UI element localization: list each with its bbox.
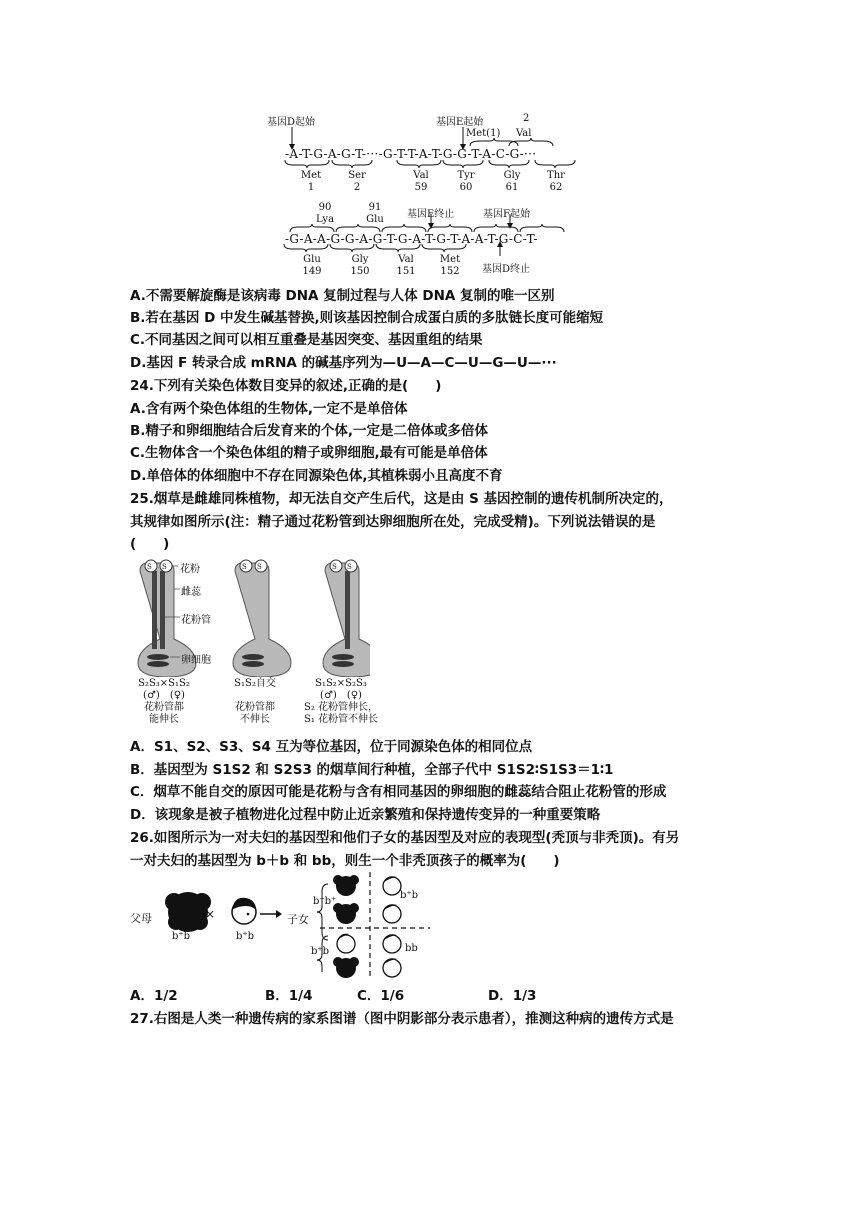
label-children: 子女 <box>287 913 309 926</box>
aa-met-1: Met 1 <box>300 170 322 193</box>
q26-stem-line2: 一对夫妇的基因型为 b＋b 和 bb，则生一个非秃顶孩子的概率为( ) <box>130 853 560 869</box>
label-geneE-start: 基因E起始 <box>436 117 484 128</box>
label-parents: 父母 <box>130 912 152 925</box>
q24-stem: 24.下列有关染色体数目变异的叙述,正确的是( ) <box>130 378 442 394</box>
times-sign: × <box>205 907 216 921</box>
q25-option-a: A．S1、S2、S3、S4 互为等位基因，位于同源染色体的相同位点 <box>130 739 533 755</box>
baldness-heads <box>160 870 460 980</box>
svg-text:S: S <box>162 563 167 571</box>
label-geneD-start: 基因D起始 <box>267 117 316 128</box>
father-genotype: b⁺b <box>172 931 191 942</box>
label-val-top: Val <box>516 128 532 139</box>
svg-text:S: S <box>242 563 247 571</box>
genotype-bpb-right: b⁺b <box>400 890 419 901</box>
label-geneF-start: 基因F起始 <box>483 209 530 220</box>
aa-val-59: Val 59 <box>413 170 429 193</box>
q26-option-b: B．1/4 <box>265 988 313 1004</box>
q23-option-b: B.若在基因 D 中发生碱基替换,则该基因控制合成蛋白质的多肽链长度可能缩短 <box>130 310 604 326</box>
genotype-bpbp: b⁺b⁺ <box>313 896 337 907</box>
q24-option-b: B.精子和卵细胞结合后发育来的个体,一定是二倍体或多倍体 <box>130 423 489 439</box>
aa-ser-2: Ser 2 <box>348 170 366 193</box>
q25-option-b: B．基因型为 S1S2 和 S2S3 的烟草间行种植，全部子代中 S1S2∶S1S3＝1∶1 <box>130 762 614 778</box>
caption-cross-1: S₂S₃×S₁S₂ (♂) (♀) 花粉管都 能伸长 <box>138 678 190 725</box>
label-pollen-tube: 花粉管 <box>181 615 211 626</box>
q26-option-d: D．1/3 <box>488 988 537 1004</box>
genotype-bb: bb <box>405 943 418 954</box>
mother-genotype: b⁺b <box>236 931 255 942</box>
label-num-2: 2 <box>523 113 530 124</box>
aa-glu-149: Glu 149 <box>302 254 322 277</box>
svg-text:S: S <box>332 563 337 571</box>
pistil-drawings <box>130 557 370 677</box>
aa-gly-61: Gly 61 <box>503 170 521 193</box>
svg-text:S: S <box>147 563 152 571</box>
label-pollen: 花粉 <box>180 564 200 575</box>
aa-met-152: Met 152 <box>439 254 461 277</box>
aa-val-151: Val 151 <box>396 254 416 277</box>
q23-option-c: C.不同基因之间可以相互重叠是基因突变、基因重组的结果 <box>130 332 483 348</box>
label-geneE-end: 基因E终止 <box>407 209 455 220</box>
q24-option-c: C.生物体含一个染色体组的精子或卵细胞,最有可能是单倍体 <box>130 445 488 461</box>
q23-option-d: D.基因 F 转录合成 mRNA 的碱基序列为—U—A—C—U—G—U—··· <box>130 355 557 371</box>
row1-sequence: -A-T-G-A-G-T-···-G-T-T-A-T-G-G-T-A-C-G-··· <box>285 147 537 161</box>
label-91-glu: 91 Glu <box>366 202 384 225</box>
q25-stem-line2: 其规律如图所示(注：精子通过花粉管到达卵细胞所在处，完成受精)。下列说法错误的是 <box>130 514 656 530</box>
label-90-lya: 90 Lya <box>315 202 335 225</box>
label-met1: Met(1) <box>466 128 501 139</box>
svg-text:S: S <box>257 563 262 571</box>
caption-selfing: S₁S₂自交 花粉管都 不伸长 <box>234 678 276 725</box>
q23-option-a: A.不需要解旋酶是该病毒 DNA 复制过程与人体 DNA 复制的唯一区别 <box>130 288 555 304</box>
q25-stem-line1: 25.烟草是雌雄同株植物，却无法自交产生后代，这是由 S 基因控制的遗传机制所决定的， <box>130 491 673 507</box>
svg-text:S: S <box>347 563 352 571</box>
q25-option-d: D．该现象是被子植物进化过程中防止近亲繁殖和保持遗传变异的一种重要策略 <box>130 807 601 823</box>
q26-stem-line1: 26.如图所示为一对夫妇的基因型和他们子女的基因型及对应的表现型(秃顶与非秃顶)。有另 <box>130 830 680 846</box>
q27-stem: 27.右图是人类一种遗传病的家系图谱（图中阴影部分表示患者），推测这种病的遗传方式是 <box>130 1011 674 1027</box>
aa-tyr-60: Tyr 60 <box>457 170 475 193</box>
caption-cross-3: S₁S₂×S₂S₃ (♂) (♀) S₂ 花粉管伸长， S₁ 花粉管不伸长 <box>303 678 379 725</box>
aa-thr-62: Thr 62 <box>547 170 565 193</box>
label-geneD-end: 基因D终止 <box>482 264 531 275</box>
row2-sequence: -G-A-A-G-G-A-G-T-G-A-T-G-T-A-A-T-G-C-T- <box>285 232 538 246</box>
q24-option-d: D.单倍体的体细胞中不存在同源染色体,其植株弱小且高度不育 <box>130 468 503 484</box>
q25-stem-line3: ( ) <box>130 536 170 552</box>
aa-gly-150: Gly 150 <box>350 254 370 277</box>
q26-option-a: A．1/2 <box>130 988 178 1004</box>
label-pistil: 雌蕊 <box>181 587 201 598</box>
q25-option-c: C．烟草不能自交的原因可能是花粉与含有相同基因的卵细胞的雌蕊结合阻止花粉管的形成 <box>130 784 667 800</box>
genotype-bpb-left: b⁺b <box>311 946 330 957</box>
q24-option-a: A.含有两个染色体组的生物体,一定不是单倍体 <box>130 401 408 417</box>
q26-option-c: C．1/6 <box>357 988 405 1004</box>
label-egg-cell: 卵细胞 <box>181 655 211 666</box>
